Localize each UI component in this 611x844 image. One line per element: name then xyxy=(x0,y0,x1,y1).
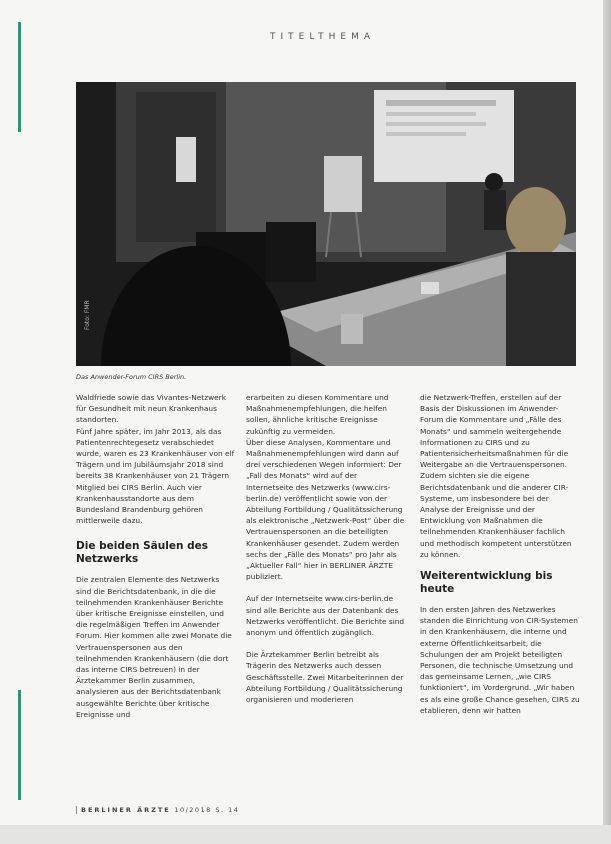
magazine-name: BERLINER ÄRZTE xyxy=(81,806,171,814)
photo-caption: Das Anwender-Forum CIRS Berlin. xyxy=(76,373,187,381)
paragraph: Die zentralen Elemente des Netzwerks sind die Berichtsdatenbank, in die die teilnehmenden Krankenhäuser Berichte über kritische Ereignisse einstellen, und die regelmäßigen Treffen im Anwender Forum. Hier kommen alle zwei Monate die Vertrauenspersonen aus den teilnehmenden Krankenhäusern (die dort das interne CIRS betreuen) in der Ärztekammer Berlin zusammen, analysieren aus der Berichtsdatenbank ausgewählte Berichte über kritische Ereignisse und xyxy=(76,575,232,719)
paragraph: Fünf Jahre später, im Jahr 2013, als das Patientenrechtegesetz verabschiedet wurde, waren es 23 Krankenhäuser von elf Trägern und im Jubiläumsjahr 2018 sind bereits 38 Krankenhäuser von 21 Trägern Mitglied bei CIRS Berlin. Auch vier Krankenhausstandorte aus dem Bundesland Brandenburg gehören mittlerweile dazu. xyxy=(76,426,235,526)
text-column-3 xyxy=(420,392,580,716)
paragraph: Waldfriede sowie das Vivantes-Netzwerk für Gesundheit mit neun Krankenhaus standorten. xyxy=(76,393,226,425)
section-header: TITELTHEMA xyxy=(270,32,375,42)
section-heading: Die beiden Säulen des Netzwerks xyxy=(76,540,208,566)
text-column-1 xyxy=(76,392,236,720)
meeting-photo xyxy=(76,82,576,366)
text-column-2 xyxy=(246,392,406,705)
paragraph: erarbeiten zu diesen Kommentare und Maßnahmenempfehlungen, die helfen sollen, ähnliche kritische Ereignisse zukünftig zu vermeiden. xyxy=(246,393,389,436)
paragraph: die Netzwerk-Treffen, erstellen auf der Basis der Diskussionen im Anwender-Forum die Kommentare und „Fälle des Monats“ und sammeln weitergehende Informationen zu CIRS und zu Patientensicherheitsmaßnahmen für die Weitergabe an die Vertrauenspersonen. Zudem sichten sie die eigene Berichtsdatenbank und die anderer CIR-Systeme, um insbesondere bei der Analyse der Ereignisse und der Entwicklung von Maßnahmen die teilnehmenden Krankenhäuser fachlich und methodisch kompetent unterstützen zu können. xyxy=(420,393,572,559)
page-footer xyxy=(76,806,239,814)
section-heading: Weiterentwicklung bis heute xyxy=(420,570,553,596)
footer-marker xyxy=(76,806,77,814)
edge-accent-line-bottom xyxy=(18,690,21,800)
paragraph: In den ersten Jahren des Netzwerkes standen die Einrichtung von CIR-Systemen in den Krankenhäusern, die interne und externe Öffentlichkeitsarbeit, die Schulungen der am Projekt beteiligten Personen, die technische Umsetzung und das gemeinsame Lernen, „wie CIRS funktioniert“, im Vordergrund. „Wir haben es als eine große Chance gesehen, CIRS zu etablieren, denn wir hatten xyxy=(420,605,580,715)
scan-edge xyxy=(603,0,611,844)
paragraph: Die Ärztekammer Berlin betreibt als Trägerin des Netzwerks auch dessen Geschäftsstelle. Zwei Mitarbeiterinnen der Abteilung Fortbildung / Qualitätssicherung organisieren und moderieren xyxy=(246,650,404,705)
photo-credit: Foto: FMR xyxy=(84,300,91,330)
issue-info: 10/2018 S. 14 xyxy=(174,806,240,814)
paragraph: Auf der Internetseite www.cirs-berlin.de sind alle Berichte aus der Datenbank des Netzwerks veröffentlicht. Die Berichte sind anonym und öffentlich zugänglich. xyxy=(246,594,405,638)
paragraph: Über diese Analysen, Kommentare und Maßnahmenempfehlungen wird dann auf drei verschiedenen Wegen informiert: Der „Fall des Monats“ wird auf der Internetseite des Netzwerks (www.cirs-berlin.de) veröffentlicht sowie von der Abteilung Fortbildung / Qualitätssicherung als elektronische „Netzwerk-Post“ über die Vertrauenspersonen an die beteiligten Krankenhäuser gesendet. Zudem werden sechs der „Fälle des Monats“ pro Jahr als „Aktueller Fall“ hier in BERLINER ÄRZTE publiziert. xyxy=(246,437,405,582)
edge-accent-line-top xyxy=(18,22,21,132)
scan-bottom-band xyxy=(0,825,611,844)
